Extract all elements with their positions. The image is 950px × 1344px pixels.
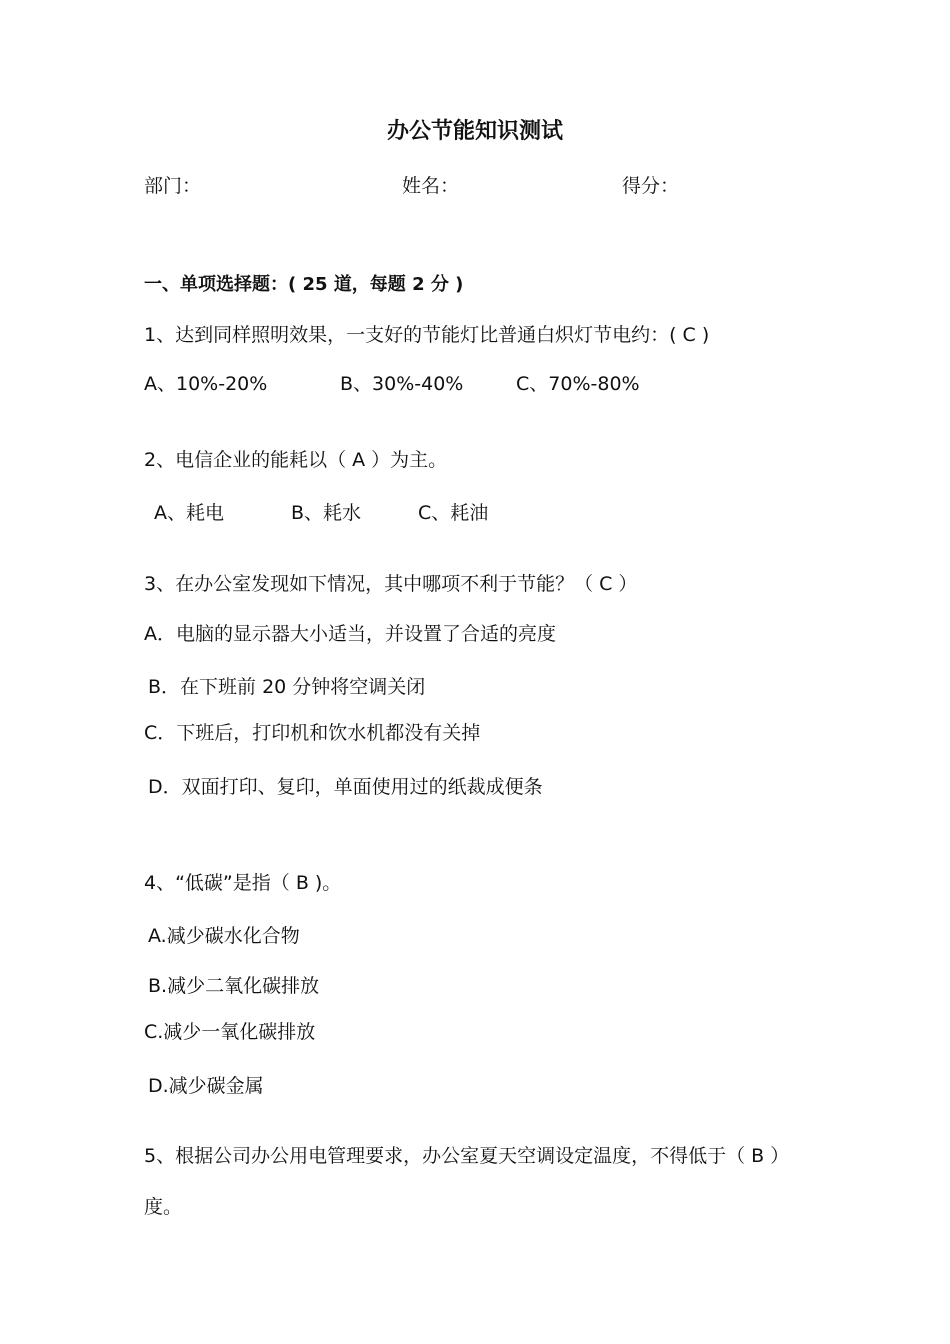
q1-option-b: B、30%-40% — [340, 373, 464, 395]
q4-option-c: C.减少一氧化碳排放 — [144, 1021, 316, 1043]
question-4: 4、“低碳”是指（ B )。 — [144, 872, 342, 894]
q4-option-a: A.减少碳水化合物 — [148, 925, 300, 947]
q3-option-b: B．在下班前 20 分钟将空调关闭 — [148, 676, 426, 698]
q1-option-c: C、70%-80% — [516, 373, 640, 395]
question-1: 1、达到同样照明效果，一支好的节能灯比普通白炽灯节电约：( C ) — [144, 324, 710, 346]
question-3: 3、在办公室发现如下情况，其中哪项不利于节能？（ C ） — [144, 573, 638, 595]
q3-option-d: D．双面打印、复印，单面使用过的纸裁成便条 — [148, 776, 543, 798]
question-5-continuation: 度。 — [144, 1196, 183, 1218]
question-5: 5、根据公司办公用电管理要求，办公室夏天空调设定温度，不得低于（ B ） — [144, 1145, 790, 1167]
q3-option-c: C．下班后，打印机和饮水机都没有关掉 — [144, 722, 481, 744]
page-title: 办公节能知识测试 — [386, 119, 563, 144]
score-label: 得分： — [622, 175, 680, 197]
q2-option-b: B、耗水 — [291, 502, 362, 524]
q3-option-a: A．电脑的显示器大小适当，并设置了合适的亮度 — [144, 623, 556, 645]
question-2: 2、电信企业的能耗以（ A ）为主。 — [144, 449, 448, 471]
q2-option-c: C、耗油 — [418, 502, 489, 524]
q4-option-d: D.减少碳金属 — [148, 1075, 264, 1097]
department-label: 部门： — [144, 175, 202, 197]
q4-option-b: B.减少二氧化碳排放 — [148, 975, 320, 997]
q2-option-a: A、耗电 — [154, 502, 224, 524]
name-label: 姓名： — [402, 175, 460, 197]
q1-option-a: A、10%-20% — [144, 373, 268, 395]
section-heading: 一、单项选择题：( 25 道，每题 2 分 ) — [144, 274, 464, 295]
